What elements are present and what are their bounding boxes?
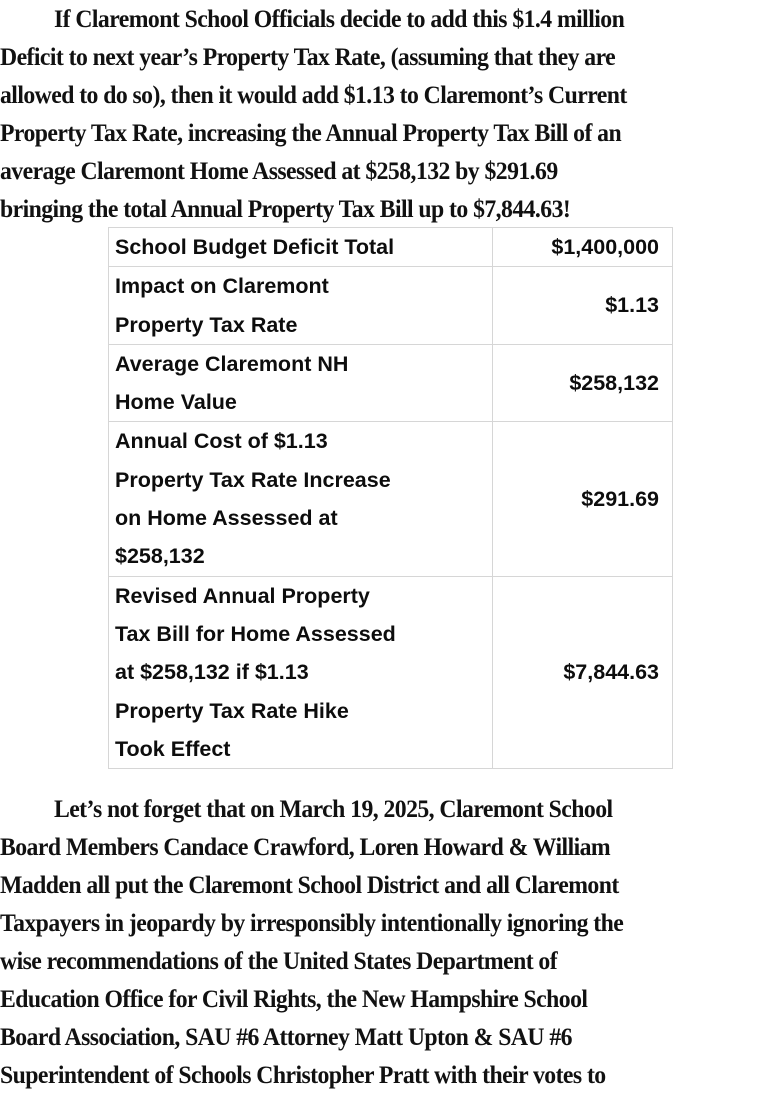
table-row	[109, 422, 673, 576]
paragraph-line: If Claremont School Officials decide to add this $1.4 million	[53, 4, 625, 33]
paragraph-line: Deficit to next year’s Property Tax Rate, (assuming that they are	[0, 42, 616, 71]
row-value: $258,132	[493, 344, 673, 422]
row-label-line: $258,132	[115, 544, 205, 569]
paragraph-line: wise recommendations of the United States Department of	[0, 946, 558, 975]
row-label-line: Home Value	[115, 390, 237, 415]
row-value: $1,400,000	[493, 228, 673, 267]
row-label-line: Tax Bill for Home Assessed	[115, 621, 396, 646]
row-label-line: on Home Assessed at	[115, 506, 338, 531]
row-label-line: at $258,132 if $1.13	[115, 660, 309, 685]
row-label	[109, 576, 493, 768]
paragraph-line: Taxpayers in jeopardy by irresponsibly intentionally ignoring the	[0, 908, 624, 937]
row-label-line: Revised Annual Property	[115, 583, 370, 608]
row-label-line: Annual Cost of $1.13	[115, 429, 328, 454]
paragraph-line: Let’s not forget that on March 19, 2025, Claremont School	[53, 794, 613, 823]
second-paragraph	[0, 790, 723, 1094]
paragraph-line: Property Tax Rate, increasing the Annual Property Tax Bill of an	[0, 118, 622, 147]
paragraph-line: Education Office for Civil Rights, the New Hampshire School	[0, 984, 588, 1013]
row-label-line: Property Tax Rate	[115, 312, 298, 337]
row-label-line: Property Tax Rate Increase	[115, 467, 391, 492]
paragraph-line: allowed to do so), then it would add $1.13 to Claremont’s Current	[0, 80, 627, 109]
row-value: $291.69	[493, 422, 673, 576]
row-label-line: Property Tax Rate Hike	[115, 698, 349, 723]
paragraph-line: Board Members Candace Crawford, Loren Howard & William	[0, 832, 611, 861]
row-label-line: Average Claremont NH	[115, 351, 349, 376]
paragraph-line: Superintendent of Schools Christopher Pratt with their votes to	[0, 1060, 606, 1089]
intro-paragraph	[0, 0, 723, 228]
table-row	[109, 576, 673, 768]
paragraph-line: Madden all put the Claremont School District and all Claremont	[0, 870, 619, 899]
row-label-line: Impact on Claremont	[115, 274, 329, 299]
row-label	[109, 344, 493, 422]
row-value: $7,844.63	[493, 576, 673, 768]
paragraph-line: bringing the total Annual Property Tax Bill up to $7,844.63!	[0, 194, 571, 223]
paragraph-line: average Claremont Home Assessed at $258,132 by $291.69	[0, 156, 558, 185]
row-label	[109, 422, 493, 576]
row-label-line: Took Effect	[115, 736, 231, 761]
row-value: $1.13	[493, 267, 673, 345]
table-row	[109, 228, 673, 267]
paragraph-line: Board Association, SAU #6 Attorney Matt Upton & SAU #6	[0, 1022, 572, 1051]
row-label	[109, 228, 493, 267]
row-label	[109, 267, 493, 345]
row-label-line: School Budget Deficit Total	[115, 235, 395, 259]
tax-impact-table	[108, 227, 673, 769]
table-row	[109, 344, 673, 422]
table-row	[109, 267, 673, 345]
